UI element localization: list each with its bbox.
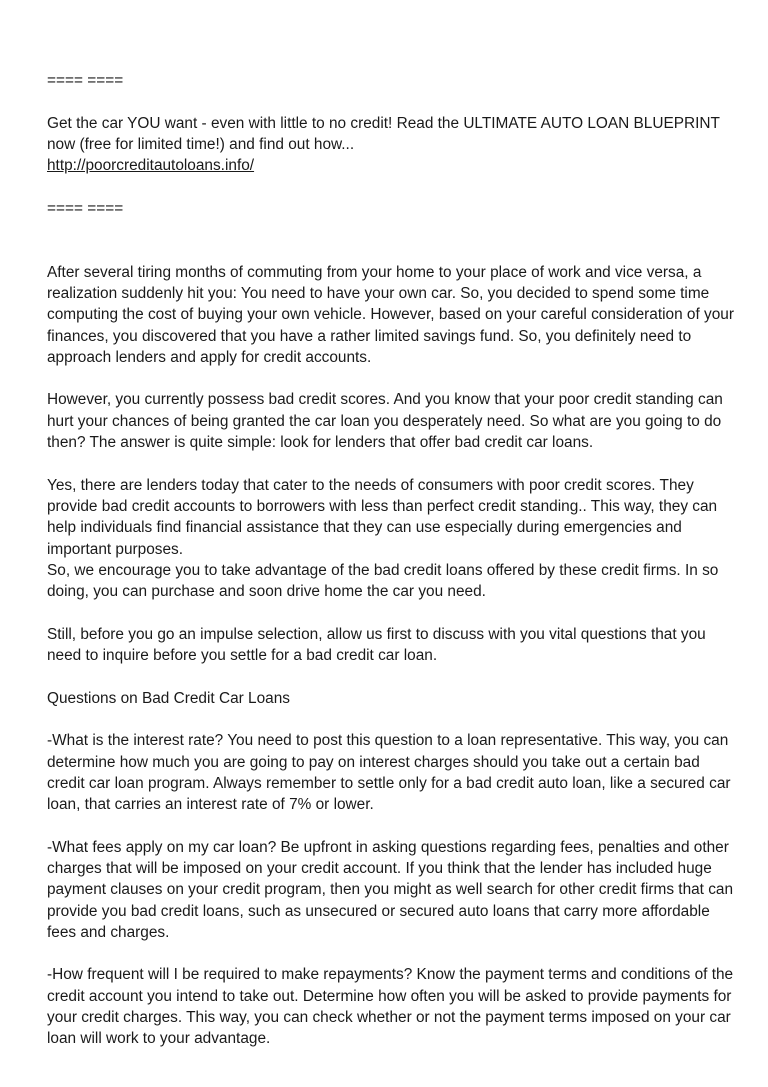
promo-link[interactable]: http://poorcreditautoloans.info/ <box>47 157 255 175</box>
paragraph-intro: After several tiring months of commuting from your home to your place of work and vice versa, a realization suddenly hit you: You need to have your own car. So, you decided to spend some time computing the cost of buying your own vehicle. However, based on your careful consideration of your finances, you discovered that you have a rather limited savings fund. So, you definitely need to approach lenders and apply for credit accounts. <box>47 263 734 366</box>
question-repayments: -How frequent will I be required to make repayments? Know the payment terms and conditions of the credit account you intend to take out. Determine how often you will be asked to provide payments for your credit charges. This way, you can check whether or not the payment terms imposed on your car loan will work to your advantage. <box>47 966 734 1048</box>
separator-top: ==== ==== <box>47 72 124 89</box>
section-heading: Questions on Bad Credit Car Loans <box>47 689 290 707</box>
paragraph-bad-credit: However, you currently possess bad credit scores. And you know that your poor credit standing can hurt your chances of being granted the car loan you desperately need. So what are you going to do then? The answer is quite simple: look for lenders that offer bad credit car loans. <box>47 391 723 452</box>
separator-bottom: ==== ==== <box>47 199 124 217</box>
paragraph-encourage: So, we encourage you to take advantage of the bad credit loans offered by these credit firms. In so doing, you can purchase and soon drive home the car you need. <box>47 561 719 601</box>
spacer <box>47 219 737 262</box>
question-fees: -What fees apply on my car loan? Be upfront in asking questions regarding fees, penalties and other charges that will be imposed on your credit account. If you think that the lender has included huge payment clauses on your credit program, then you might as well search for other credit firms that can provide you bad credit loans, such as unsecured or secured auto loans that carry more affordable fees and charges. <box>47 838 734 941</box>
paragraph-lenders: Yes, there are lenders today that cater to the needs of consumers with poor credit scores. They provide bad credit accounts to borrowers with less than perfect credit standing.. This way, they can help individuals find financial assistance that they can use especially during emergencies and important purposes. <box>47 476 718 558</box>
paragraph-before-selection: Still, before you go an impulse selection, allow us first to discuss with you vital questions that you need to inquire before you settle for a bad credit car loan. <box>47 625 706 665</box>
question-interest-rate: -What is the interest rate? You need to post this question to a loan representative. This way, you can determine how much you are going to pay on interest charges should you take out a certain bad credit car loan program. Always remember to settle only for a bad credit auto loan, like a secured car loan, that carries an interest rate of 7% or lower. <box>47 732 731 814</box>
promo-text: Get the car YOU want - even with little to no credit! Read the ULTIMATE AUTO LOAN BLUEPRINT now (free for limited time!) and find out how... <box>47 114 720 153</box>
document-body <box>47 70 737 1050</box>
